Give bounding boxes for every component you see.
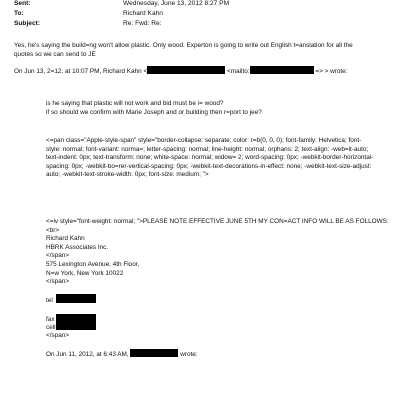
quote-2-text: On Jun 11, 2012, at 6:43 AM,: [46, 351, 129, 358]
signature-city: N=w York, New York 10022: [46, 269, 124, 277]
span-close: </span>: [46, 252, 70, 260]
signature-address: 575 Lexington Avenue, 4th Floor,: [46, 260, 140, 268]
redaction-block: [56, 322, 96, 330]
signature-company: HBRK Associates Inc.: [46, 243, 109, 251]
signature-name: Richard Kahn: [46, 235, 85, 243]
cell-row: [46, 322, 96, 333]
tel-row: [46, 294, 96, 306]
tel-label: tel: [46, 297, 53, 304]
span-close-row: [46, 332, 69, 341]
question-1: is he saying that plastic will not work and bid must be i= wood?: [46, 100, 224, 107]
mailto-text: <mailto:: [227, 68, 250, 75]
span-close: </span>: [46, 332, 70, 339]
subject-label: Subject:: [14, 20, 41, 27]
quoted-questions: [46, 100, 262, 117]
span-line: text-indent: 0px; text-transform: none; white-space: normal; widow= 2; word-spacing: 0px; -webkit-border-horizontal-: [46, 154, 374, 162]
redaction-block: [56, 314, 96, 322]
reply-line-1: Yes, he's saying the build=ng won't allow plastic. Only wood. Experton is going to write out English t=anslation for all the: [14, 42, 353, 49]
signature-block: [46, 218, 389, 287]
quote-intro-end: => > wrote:: [315, 68, 348, 75]
subject-row: [14, 19, 161, 28]
span-line: spacing: 0px; -webkit-bo=rer-vertical-spacing: 0px; -webkit-text-decorations-in-effect: none; -webkit-text-size-adjust:: [46, 162, 372, 170]
quote-2-intro: [46, 349, 198, 360]
redaction-block: [56, 294, 96, 303]
span-line: style: normal; font-variant: norma=; letter-spacing: normal; line-height: normal; orphans: 2; text-align: -web=it-auto;: [46, 145, 369, 153]
sent-label: Sent:: [14, 0, 31, 7]
quote-intro: [14, 66, 348, 77]
span-close: </span>: [46, 278, 70, 286]
sent-row: [14, 0, 229, 8]
quote-2-wrote: wrote:: [180, 351, 198, 358]
reply-paragraph: [14, 42, 399, 59]
sent-value: Wednesday, June 13, 2012 8:27 PM: [123, 0, 230, 7]
span-style-block: [46, 137, 398, 180]
fax-label: fax: [46, 316, 55, 323]
span-line: <=pan class="Apple-style-span" style="border-collapse: separate; color: r=b(0, 0, 0); font-family: Helvetica; font-: [46, 137, 362, 144]
subject-value: Re: Fwd: Re:: [123, 20, 162, 27]
quote-intro-text: On Jun 13, 2=12, at 10:07 PM, Richard Kahn <: [14, 68, 148, 75]
reply-line-2: quotes so we can send to JE: [14, 50, 96, 58]
to-row: [14, 9, 163, 18]
redaction-block: [130, 349, 178, 357]
question-2: if so should we confirm with Marie Joseph and or building then r=port to jee?: [46, 108, 262, 116]
span-line: auto; -webkit-text-stroke-width: 0px; font-size: medium; ">: [46, 171, 209, 179]
notice-line: <=iv style="font-weight: normal; ">PLEASE NOTE EFFECTIVE JUNE 5TH MY CON=ACT INFO WILL BE AS FOLLOWS:: [46, 218, 389, 225]
redaction-block: [250, 66, 314, 74]
br-tag: <br>: [46, 226, 60, 234]
cell-label: cell: [46, 324, 56, 331]
to-value: Richard Kahn: [123, 10, 163, 17]
to-label: To:: [14, 10, 24, 17]
redaction-block: [147, 66, 225, 74]
